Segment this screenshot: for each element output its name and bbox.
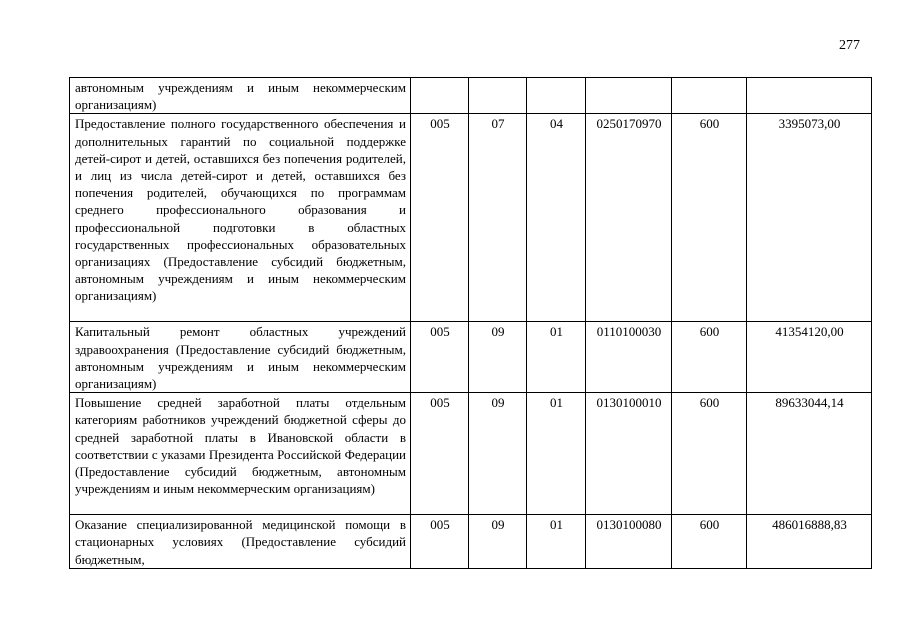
row-ministry-code: 005 (411, 322, 469, 393)
table-row (70, 322, 872, 393)
row-amount: 89633044,14 (747, 393, 872, 515)
row-amount: 3395073,00 (747, 114, 872, 322)
row-description: Капитальный ремонт областных учреждений здравоохранения (Предоставление субсидий бюджетным, автономным учреждениям и иным некоммерческим организациям) (70, 322, 411, 393)
row-expense-type (672, 78, 747, 114)
row-section-code: 09 (469, 322, 527, 393)
row-subsection-code: 04 (527, 114, 586, 322)
page-number: 277 (839, 38, 860, 53)
row-ministry-code: 005 (411, 515, 469, 569)
row-subsection-code: 01 (527, 393, 586, 515)
row-target-article: 0110100030 (586, 322, 672, 393)
row-section-code (469, 78, 527, 114)
row-amount: 41354120,00 (747, 322, 872, 393)
row-amount (747, 78, 872, 114)
table-row (70, 78, 872, 114)
row-subsection-code: 01 (527, 515, 586, 569)
row-target-article: 0130100080 (586, 515, 672, 569)
row-target-article: 0130100010 (586, 393, 672, 515)
table-row (70, 114, 872, 322)
row-expense-type: 600 (672, 322, 747, 393)
table-row (70, 515, 872, 569)
row-description: Предоставление полного государственного обеспечения и дополнительных гарантий по социальной поддержке детей-сирот и детей, оставшихся без попечения родителей, и лиц из числа детей-сирот и детей, оставшихся без попечения родителей, обучающихся по программам среднего профессионального образования и профессиональной подготовки в областных государственных профессиональных образовательных организациях (Предоставление субсидий бюджетным, автономным учреждениям и иным некоммерческим организациям) (70, 114, 411, 322)
row-section-code: 07 (469, 114, 527, 322)
row-section-code: 09 (469, 393, 527, 515)
row-amount: 486016888,83 (747, 515, 872, 569)
row-expense-type: 600 (672, 393, 747, 515)
row-target-article: 0250170970 (586, 114, 672, 322)
row-ministry-code: 005 (411, 393, 469, 515)
row-subsection-code: 01 (527, 322, 586, 393)
row-expense-type: 600 (672, 114, 747, 322)
row-description: автономным учреждениям и иным некоммерческим организациям) (70, 78, 411, 114)
row-ministry-code (411, 78, 469, 114)
row-ministry-code: 005 (411, 114, 469, 322)
row-target-article (586, 78, 672, 114)
budget-table (69, 77, 872, 569)
row-section-code: 09 (469, 515, 527, 569)
row-description: Повышение средней заработной платы отдельным категориям работников учреждений бюджетной сферы до средней заработной платы в Ивановской области в соответствии с указами Президента Российской Федерации (Предоставление субсидий бюджетным, автономным учреждениям и иным некоммерческим организациям) (70, 393, 411, 515)
row-description: Оказание специализированной медицинской помощи в стационарных условиях (Предоставление субсидий бюджетным, (70, 515, 411, 569)
row-subsection-code (527, 78, 586, 114)
row-expense-type: 600 (672, 515, 747, 569)
table-row (70, 393, 872, 515)
